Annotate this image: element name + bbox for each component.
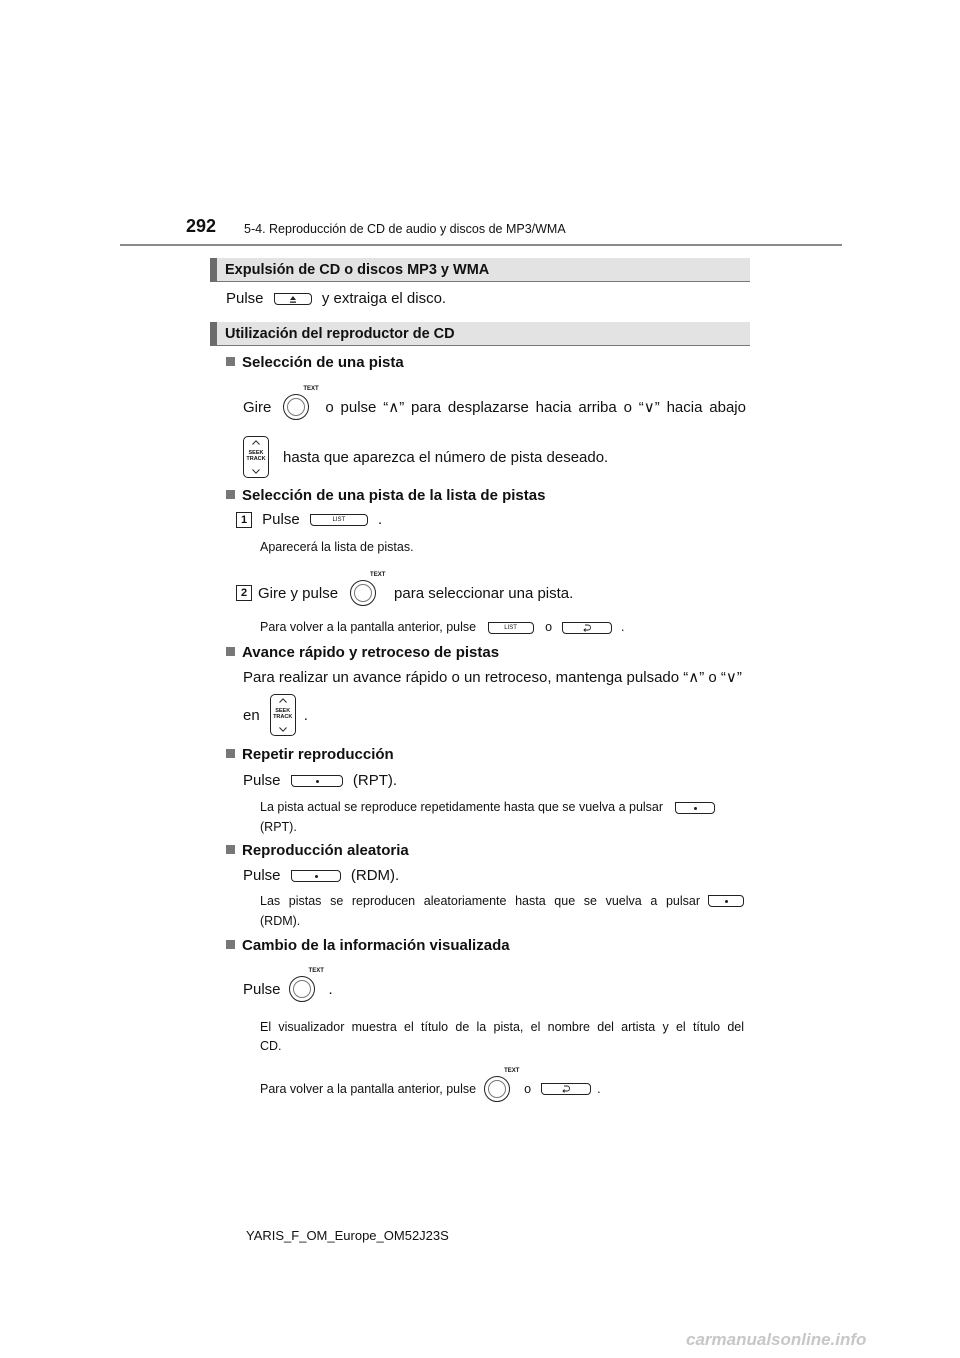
bullet-square-icon (226, 357, 235, 366)
ff-text-a: en (243, 706, 260, 724)
back-button-icon (562, 622, 612, 634)
track-line-1 (243, 386, 746, 422)
page-number: 292 (186, 216, 217, 236)
list-step2-text-b: para seleccionar una pista. (394, 584, 574, 602)
repeat-line (243, 772, 397, 789)
list-step2-note (260, 620, 624, 634)
ff-text-b: . (303, 706, 308, 724)
ff-heading-text: Avance rápido y retroceso de pistas (242, 644, 500, 661)
list-step2-text-a: Gire y pulse (258, 584, 339, 602)
back-button-icon (541, 1083, 591, 1095)
info-note-1b: CD. (260, 1039, 282, 1053)
info-line (243, 968, 333, 1004)
random-line (243, 867, 399, 884)
list-heading-text: Selección de una pista de la lista de pistas (242, 487, 546, 504)
repeat-text-a: Pulse (243, 772, 281, 789)
preset-button-icon (708, 895, 744, 907)
track-heading-text: Selección de una pista (242, 354, 404, 371)
preset-button-icon (291, 775, 343, 787)
info-note2-text-c: . (597, 1082, 601, 1096)
eject-text-b: y extraiga el disco. (321, 290, 447, 307)
track-text-a: Gire (243, 398, 272, 416)
info-note2-text-b: o (524, 1082, 532, 1096)
eject-instruction (226, 290, 446, 307)
list-button-icon: LIST (310, 514, 368, 526)
chapter-title: 5-4. Reproducción de CD de audio y discos de MP3/WMA (244, 222, 566, 236)
repeat-note-text: La pista actual se reproduce repetidamente hasta que se vuelva a pulsar (260, 800, 664, 814)
watermark: carmanualsonline.info (686, 1330, 867, 1349)
ff-line-2 (243, 694, 308, 736)
bullet-square-icon (226, 845, 235, 854)
text-knob-icon: TEXT (289, 974, 319, 1004)
bullet-square-icon (226, 940, 235, 949)
list-note-text-a: Para volver a la pantalla anterior, pulse (260, 620, 477, 634)
info-note-2 (260, 1068, 601, 1104)
seek-track-button-icon: SEEK TRACK (270, 694, 296, 736)
info-heading (226, 937, 510, 954)
random-text-b: (RDM). (350, 867, 400, 884)
eject-button-icon (274, 293, 312, 305)
list-step1-note: Aparecerá la lista de pistas. (260, 540, 414, 554)
section-eject-heading: Expulsión de CD o discos MP3 y WMA (210, 258, 750, 282)
info-text-a: Pulse (243, 980, 281, 998)
repeat-heading-text: Repetir reproducción (242, 746, 394, 763)
text-knob-icon: TEXT (283, 392, 313, 422)
preset-button-icon (291, 870, 341, 882)
random-note-text: Las pistas se reproducen aleatoriamente hasta que se vuelva a pulsar (260, 894, 700, 908)
repeat-text-b: (RPT). (352, 772, 398, 789)
info-note-1a: El visualizador muestra el título de la pista, el nombre del artista y el título del (260, 1020, 744, 1034)
section-player-heading: Utilización del reproductor de CD (210, 322, 750, 346)
step-number-2: 2 (236, 585, 252, 601)
random-text-a: Pulse (243, 867, 281, 884)
bullet-square-icon (226, 490, 235, 499)
seek-track-button-icon: SEEK TRACK (243, 436, 269, 478)
list-note-text-c: . (621, 620, 625, 634)
random-note-1 (260, 894, 744, 908)
list-button-icon: LIST (488, 622, 534, 634)
repeat-heading (226, 746, 394, 763)
list-step1-text-a: Pulse (262, 511, 300, 528)
ff-line-1: Para realizar un avance rápido o un retroceso, mantenga pulsado “∧” o “∨” (243, 669, 742, 686)
bullet-square-icon (226, 749, 235, 758)
info-text-b: . (328, 980, 333, 998)
footer-code: YARIS_F_OM_Europe_OM52J23S (246, 1228, 449, 1243)
step-number-1: 1 (236, 512, 252, 528)
header-rule (120, 244, 842, 246)
preset-button-icon (675, 802, 715, 814)
list-step-2 (236, 572, 574, 608)
info-heading-text: Cambio de la información visualizada (242, 937, 510, 954)
list-note-text-b: o (545, 620, 553, 634)
repeat-note-1 (260, 800, 715, 814)
eject-text-a: Pulse (226, 290, 264, 307)
track-heading (226, 354, 404, 371)
repeat-note-2: (RPT). (260, 820, 297, 834)
track-text-b: o pulse “∧” para desplazarse hacia arriba o “∨” hacia abajo (325, 399, 746, 416)
track-text-c: hasta que aparezca el número de pista deseado. (283, 448, 609, 466)
track-line-2 (243, 436, 608, 478)
text-knob-icon: TEXT (350, 578, 380, 608)
ff-heading (226, 644, 499, 661)
list-heading (226, 487, 545, 504)
list-step1-text-b: . (378, 511, 383, 528)
random-heading-text: Reproducción aleatoria (242, 842, 409, 859)
bullet-square-icon (226, 647, 235, 656)
random-heading (226, 842, 409, 859)
random-note-2: (RDM). (260, 914, 301, 928)
info-note2-text-a: Para volver a la pantalla anterior, pulse (260, 1082, 477, 1096)
list-step-1 (236, 511, 382, 528)
text-knob-icon: TEXT (484, 1074, 514, 1104)
